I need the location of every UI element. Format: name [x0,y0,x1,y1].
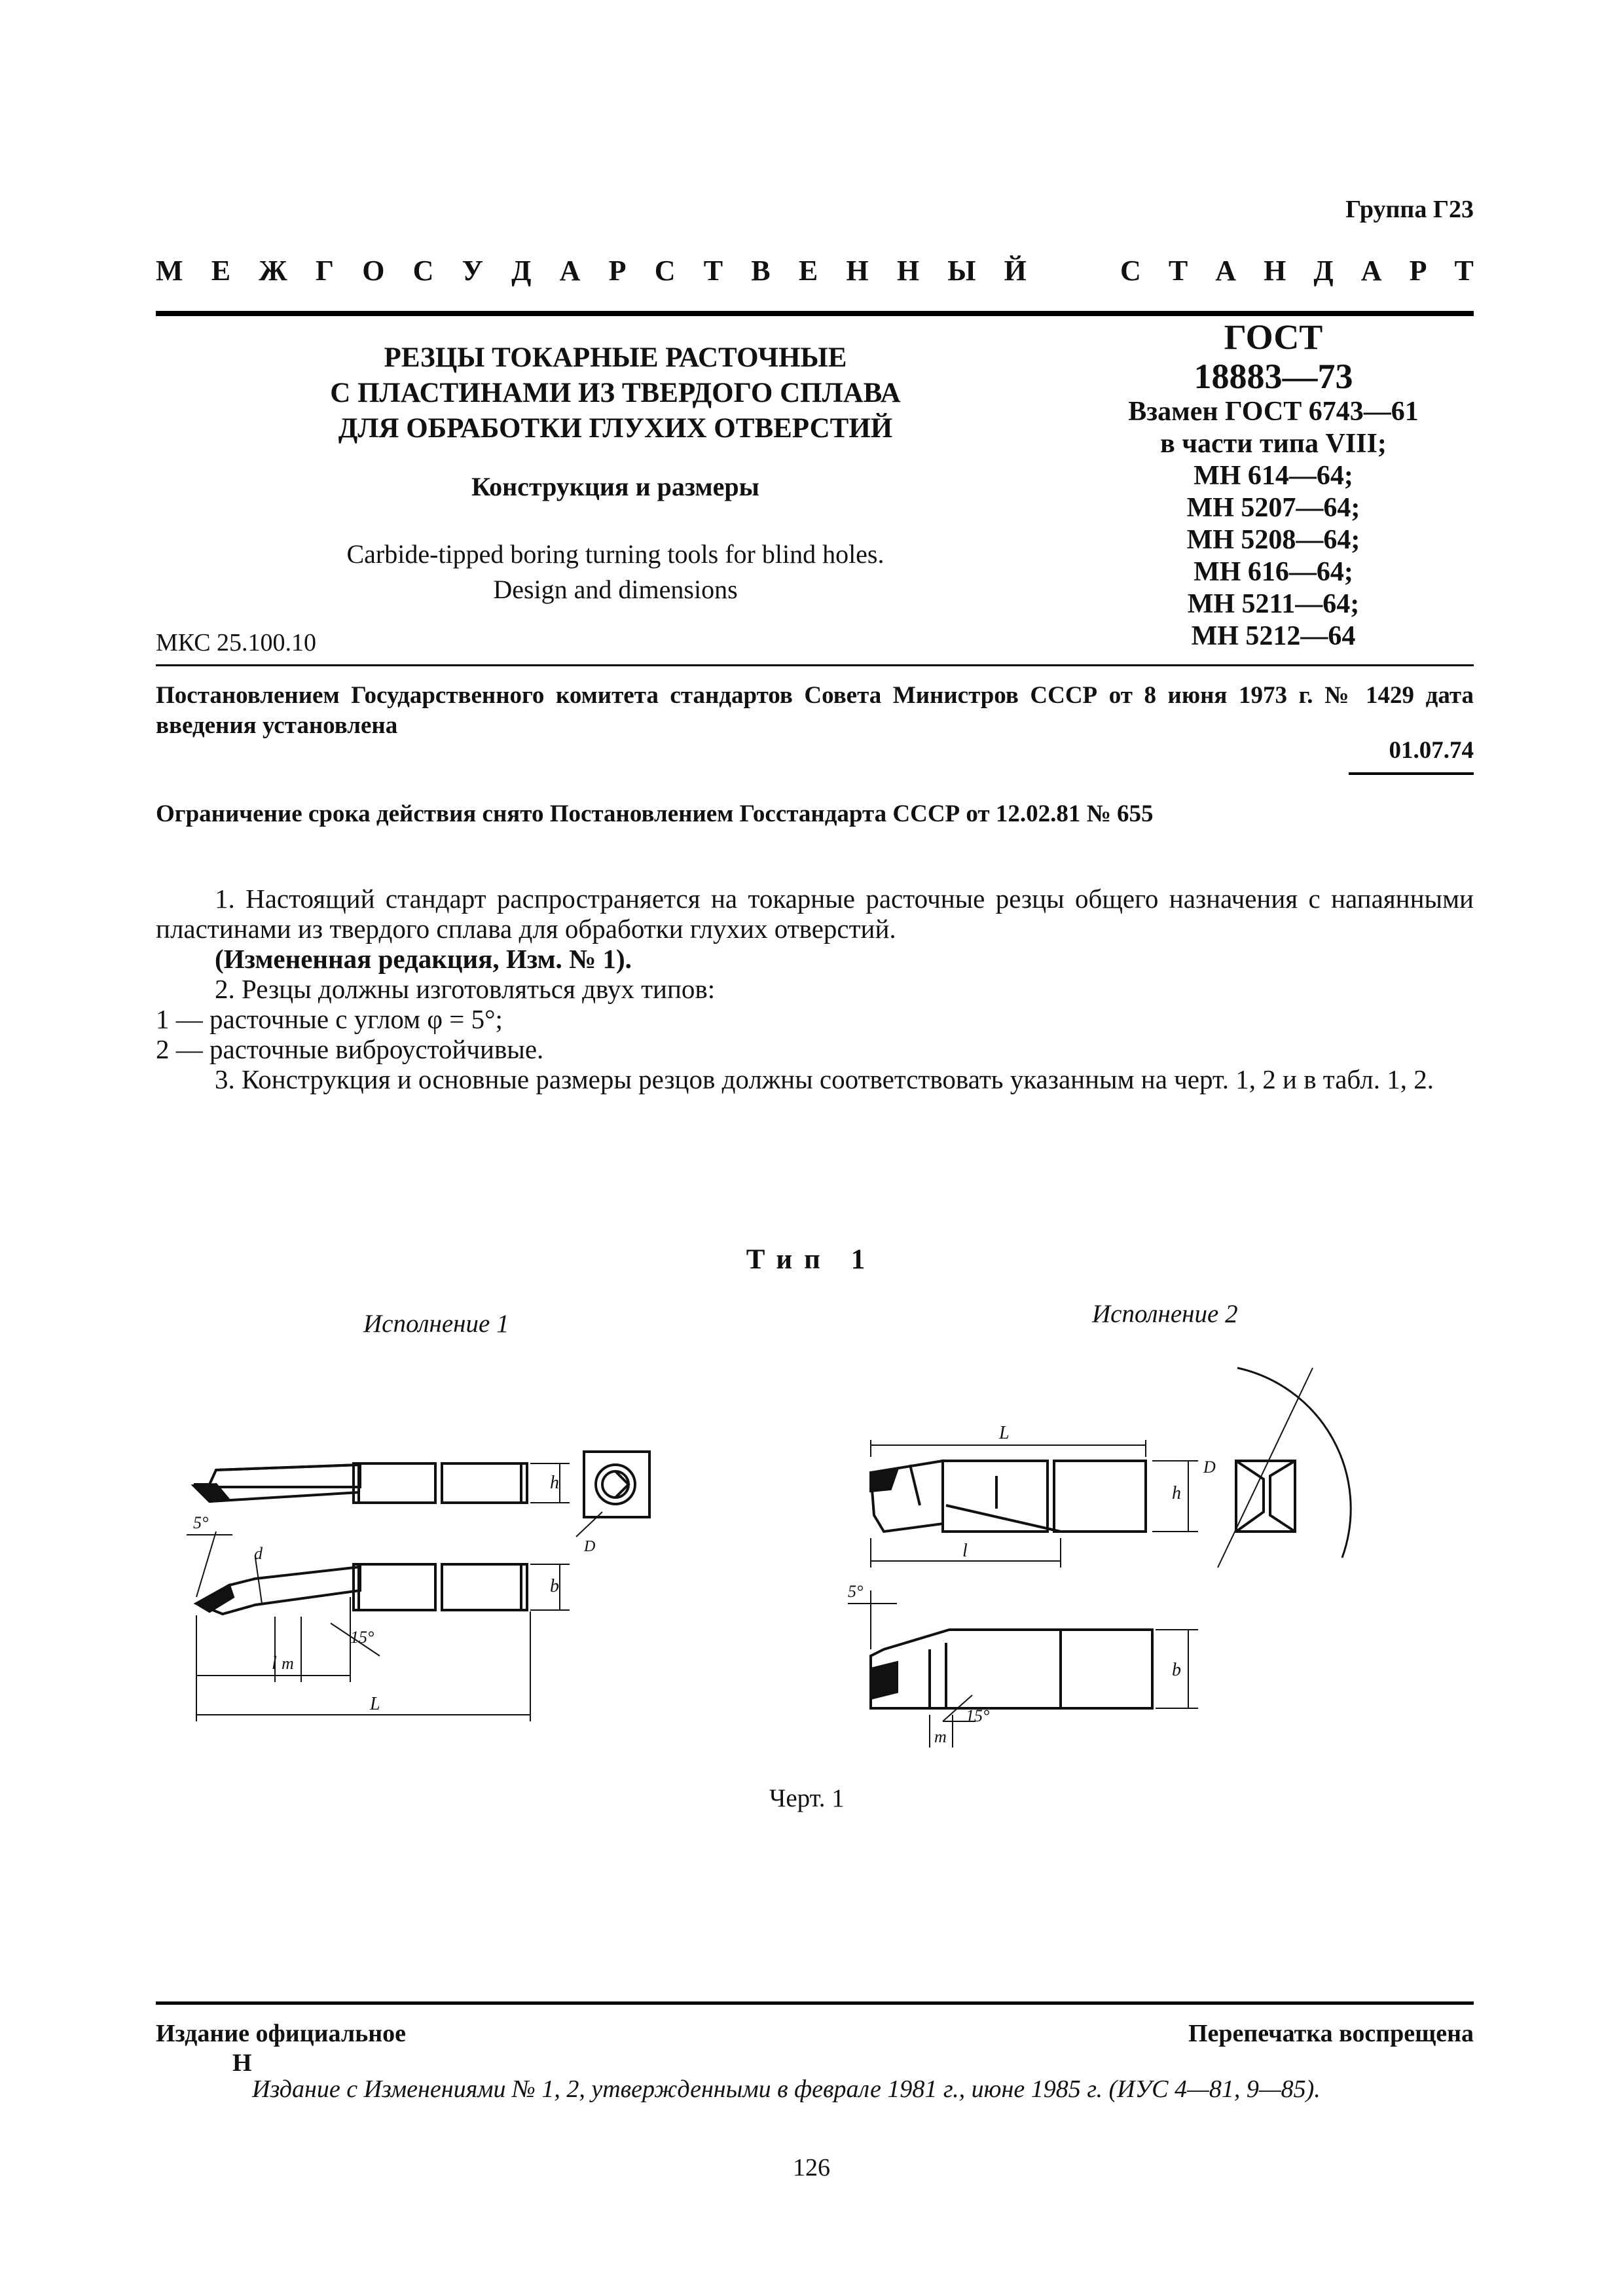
page-number: 126 [793,2154,830,2181]
svg-text:L: L [999,1423,1010,1443]
type-item-2: 2 — расточные виброустойчивые. [156,1034,544,1064]
document-title: РЕЗЦЫ ТОКАРНЫЕ РАСТОЧНЫЕ С ПЛАСТИНАМИ ИЗ ТВЕРДОГО СПЛАВА ДЛЯ ОБРАБОТКИ ГЛУХИХ ОТВЕРСТИЙ [330,342,901,444]
gost-designation: ГОСТ 18883—73 Взамен ГОСТ 6743—61 в части типа VIII; МН 614—64; МН 5207—64; МН 5208—64; МН 616—64; МН 5211—64; МН 5212—64 [1128,317,1419,651]
svg-text:m: m [282,1654,294,1673]
standard-type-right: С Т А Н Д А Р Т [1120,255,1474,287]
svg-text:L: L [370,1694,380,1714]
paragraph-3: 3. Конструкция и основные размеры резцов должны соответствовать указанным на черт. 1, 2 и в табл. 1, 2. [215,1064,1434,1094]
standard-type-heading [156,254,1474,293]
introduction-date: 01.07.74 [1389,737,1474,764]
group-code: Группа Г23 [1345,196,1474,223]
mks-code: МКС 25.100.10 [156,629,317,656]
date-underline [1349,772,1474,775]
variant-1-label: Исполнение 1 [363,1310,509,1338]
figure-caption: Черт. 1 [769,1784,845,1812]
type-item-1: 1 — расточные с углом φ = 5°; [156,1004,503,1034]
english-title: Carbide-tipped boring turning tools for blind holes. Design and dimensions [346,539,884,604]
title-block-rule [156,664,1474,666]
svg-text:D: D [1203,1458,1216,1477]
svg-text:15°: 15° [966,1706,990,1725]
svg-text:h: h [1172,1483,1181,1503]
variant-1-drawing [183,1407,707,1774]
edition-note: Издание с Изменениями № 1, 2, утвержденными в феврале 1981 г., июне 1985 г. (ИУС 4—81, 9—85). [252,2075,1321,2103]
svg-text:m: m [934,1727,947,1746]
footer-mark: Н [232,2049,252,2077]
svg-text:b: b [1172,1660,1181,1680]
body-text [156,884,1474,1094]
svg-text:b: b [550,1576,559,1596]
decree-text: Постановлением Государственного комитета стандартов Совета Министров СССР от 8 июня 1973 г. № 1429 дата введения установлена [156,682,1474,739]
svg-text:5°: 5° [848,1582,864,1601]
svg-text:5°: 5° [193,1513,209,1532]
document-subtitle: Конструкция и размеры [471,472,759,501]
figure-type-label: Тип 1 [746,1244,877,1275]
paragraph-1: 1. Настоящий стандарт распространяется на токарные расточные резцы общего назначения с напаянными пластинами из твердого сплава для обработки глухих отверстий. [156,884,1474,944]
reprint-prohibited-label: Перепечатка воспрещена [1188,2020,1474,2047]
variant-2-drawing [845,1342,1434,1761]
header-rule [156,311,1474,316]
official-edition-label: Издание официальное [156,2020,407,2047]
amendment-note: (Измененная редакция, Изм. № 1). [215,944,632,974]
paragraph-2: 2. Резцы должны изготовляться двух типов: [215,974,716,1004]
svg-text:15°: 15° [350,1628,374,1647]
standard-type-left: М Е Ж Г О С У Д А Р С Т В Е Н Н Ы Й [156,255,1027,287]
svg-text:h: h [550,1473,559,1493]
footer-rule [156,2001,1474,2005]
svg-text:l: l [962,1541,968,1561]
svg-text:l: l [272,1653,277,1674]
svg-text:d: d [254,1544,263,1563]
variant-2-label: Исполнение 2 [1092,1300,1238,1328]
svg-text:D: D [584,1538,596,1555]
validity-limit-note: Ограничение срока действия снято Постановлением Госстандарта СССР от 12.02.81 № 655 [156,800,1154,827]
